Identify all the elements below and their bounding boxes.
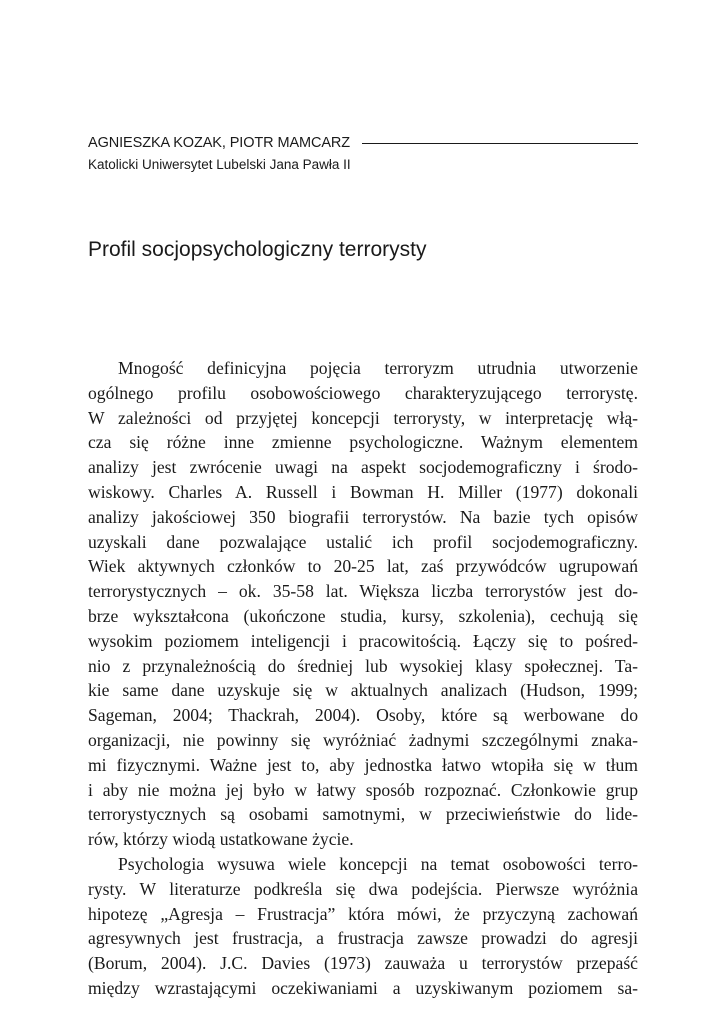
text-line: Sageman, 2004; Thackrah, 2004). Osoby, które są werbowane do <box>88 705 638 726</box>
text-line: terrorystycznych są osobami samotnymi, w przeciwieństwie do lide- <box>88 804 638 825</box>
text-line: Wiek aktywnych członków to 20-25 lat, zaś przywódców ugrupowań <box>88 556 638 577</box>
text-line: wysokim poziomem inteligencji i pracowitością. Łączy się to pośred- <box>88 630 638 651</box>
text-line: agresywnych jest frustracja, a frustracja zawsze prowadzi do agresji <box>88 928 638 949</box>
text-line: ogólnego profilu osobowościowego charakteryzującego terrorystę. <box>88 382 638 403</box>
text-line: Mnogość definicyjna pojęcia terroryzm utrudnia utworzenie <box>118 358 638 378</box>
article-title: Profil socjopsychologiczny terrorysty <box>88 238 427 261</box>
text-line: brze wykształcona (ukończone studia, kursy, szkolenia), cechują się <box>88 605 638 626</box>
article-body <box>88 356 638 1001</box>
page-header <box>88 133 638 172</box>
text-line: kie same dane uzyskuje się w aktualnych analizach (Hudson, 1999; <box>88 680 638 701</box>
text-line: rysty. W literaturze podkreśla się dwa podejścia. Pierwsze wyróżnia <box>88 878 638 899</box>
text-line: między wzrastającymi oczekiwaniami a uzyskiwanym poziomem sa- <box>88 977 638 998</box>
text-line: (Borum, 2004). J.C. Davies (1973) zauważa u terrorystów przepaść <box>88 953 638 974</box>
text-line: wiskowy. Charles A. Russell i Bowman H. Miller (1977) dokonali <box>88 481 638 502</box>
text-line: analizy jest zwrócenie uwagi na aspekt socjodemograficzny i środo- <box>88 457 638 478</box>
text-line: uzyskali dane pozwalające ustalić ich profil socjodemograficzny. <box>88 531 638 552</box>
text-line: mi fizycznymi. Ważne jest to, aby jednostka łatwo wtopiła się w tłum <box>88 754 638 775</box>
authors: AGNIESZKA KOZAK, PIOTR MAMCARZ <box>88 135 351 151</box>
text-line: rów, którzy wiodą ustatkowane życie. <box>88 829 354 850</box>
text-line: hipotezę „Agresja – Frustracja” która mówi, że przyczyną zachowań <box>88 903 638 924</box>
text-line: W zależności od przyjętej koncepcji terrorysty, w interpretację włą- <box>88 407 638 428</box>
paragraph <box>88 356 638 852</box>
paragraph <box>88 852 638 1001</box>
authors-row <box>88 133 638 153</box>
affiliation: Katolicki Uniwersytet Lubelski Jana Pawła II <box>88 157 351 172</box>
text-line: cza się różne inne zmienne psychologiczne. Ważnym elementem <box>88 432 638 453</box>
text-line: nio z przynależnością do średniej lub wysokiej klasy społecznej. Ta- <box>88 655 638 676</box>
header-rule <box>362 143 638 144</box>
text-line: Psychologia wysuwa wiele koncepcji na temat osobowości terro- <box>118 853 638 874</box>
text-line: analizy jakościowej 350 biografii terrorystów. Na bazie tych opisów <box>88 506 638 527</box>
text-line: terrorystycznych – ok. 35-58 lat. Większa liczba terrorystów jest do- <box>88 581 638 602</box>
text-line: i aby nie można jej było w łatwy sposób rozpoznać. Członkowie grup <box>88 779 638 800</box>
text-line: organizacji, nie powinny się wyróżniać żadnymi szczególnymi znaka- <box>88 729 638 750</box>
